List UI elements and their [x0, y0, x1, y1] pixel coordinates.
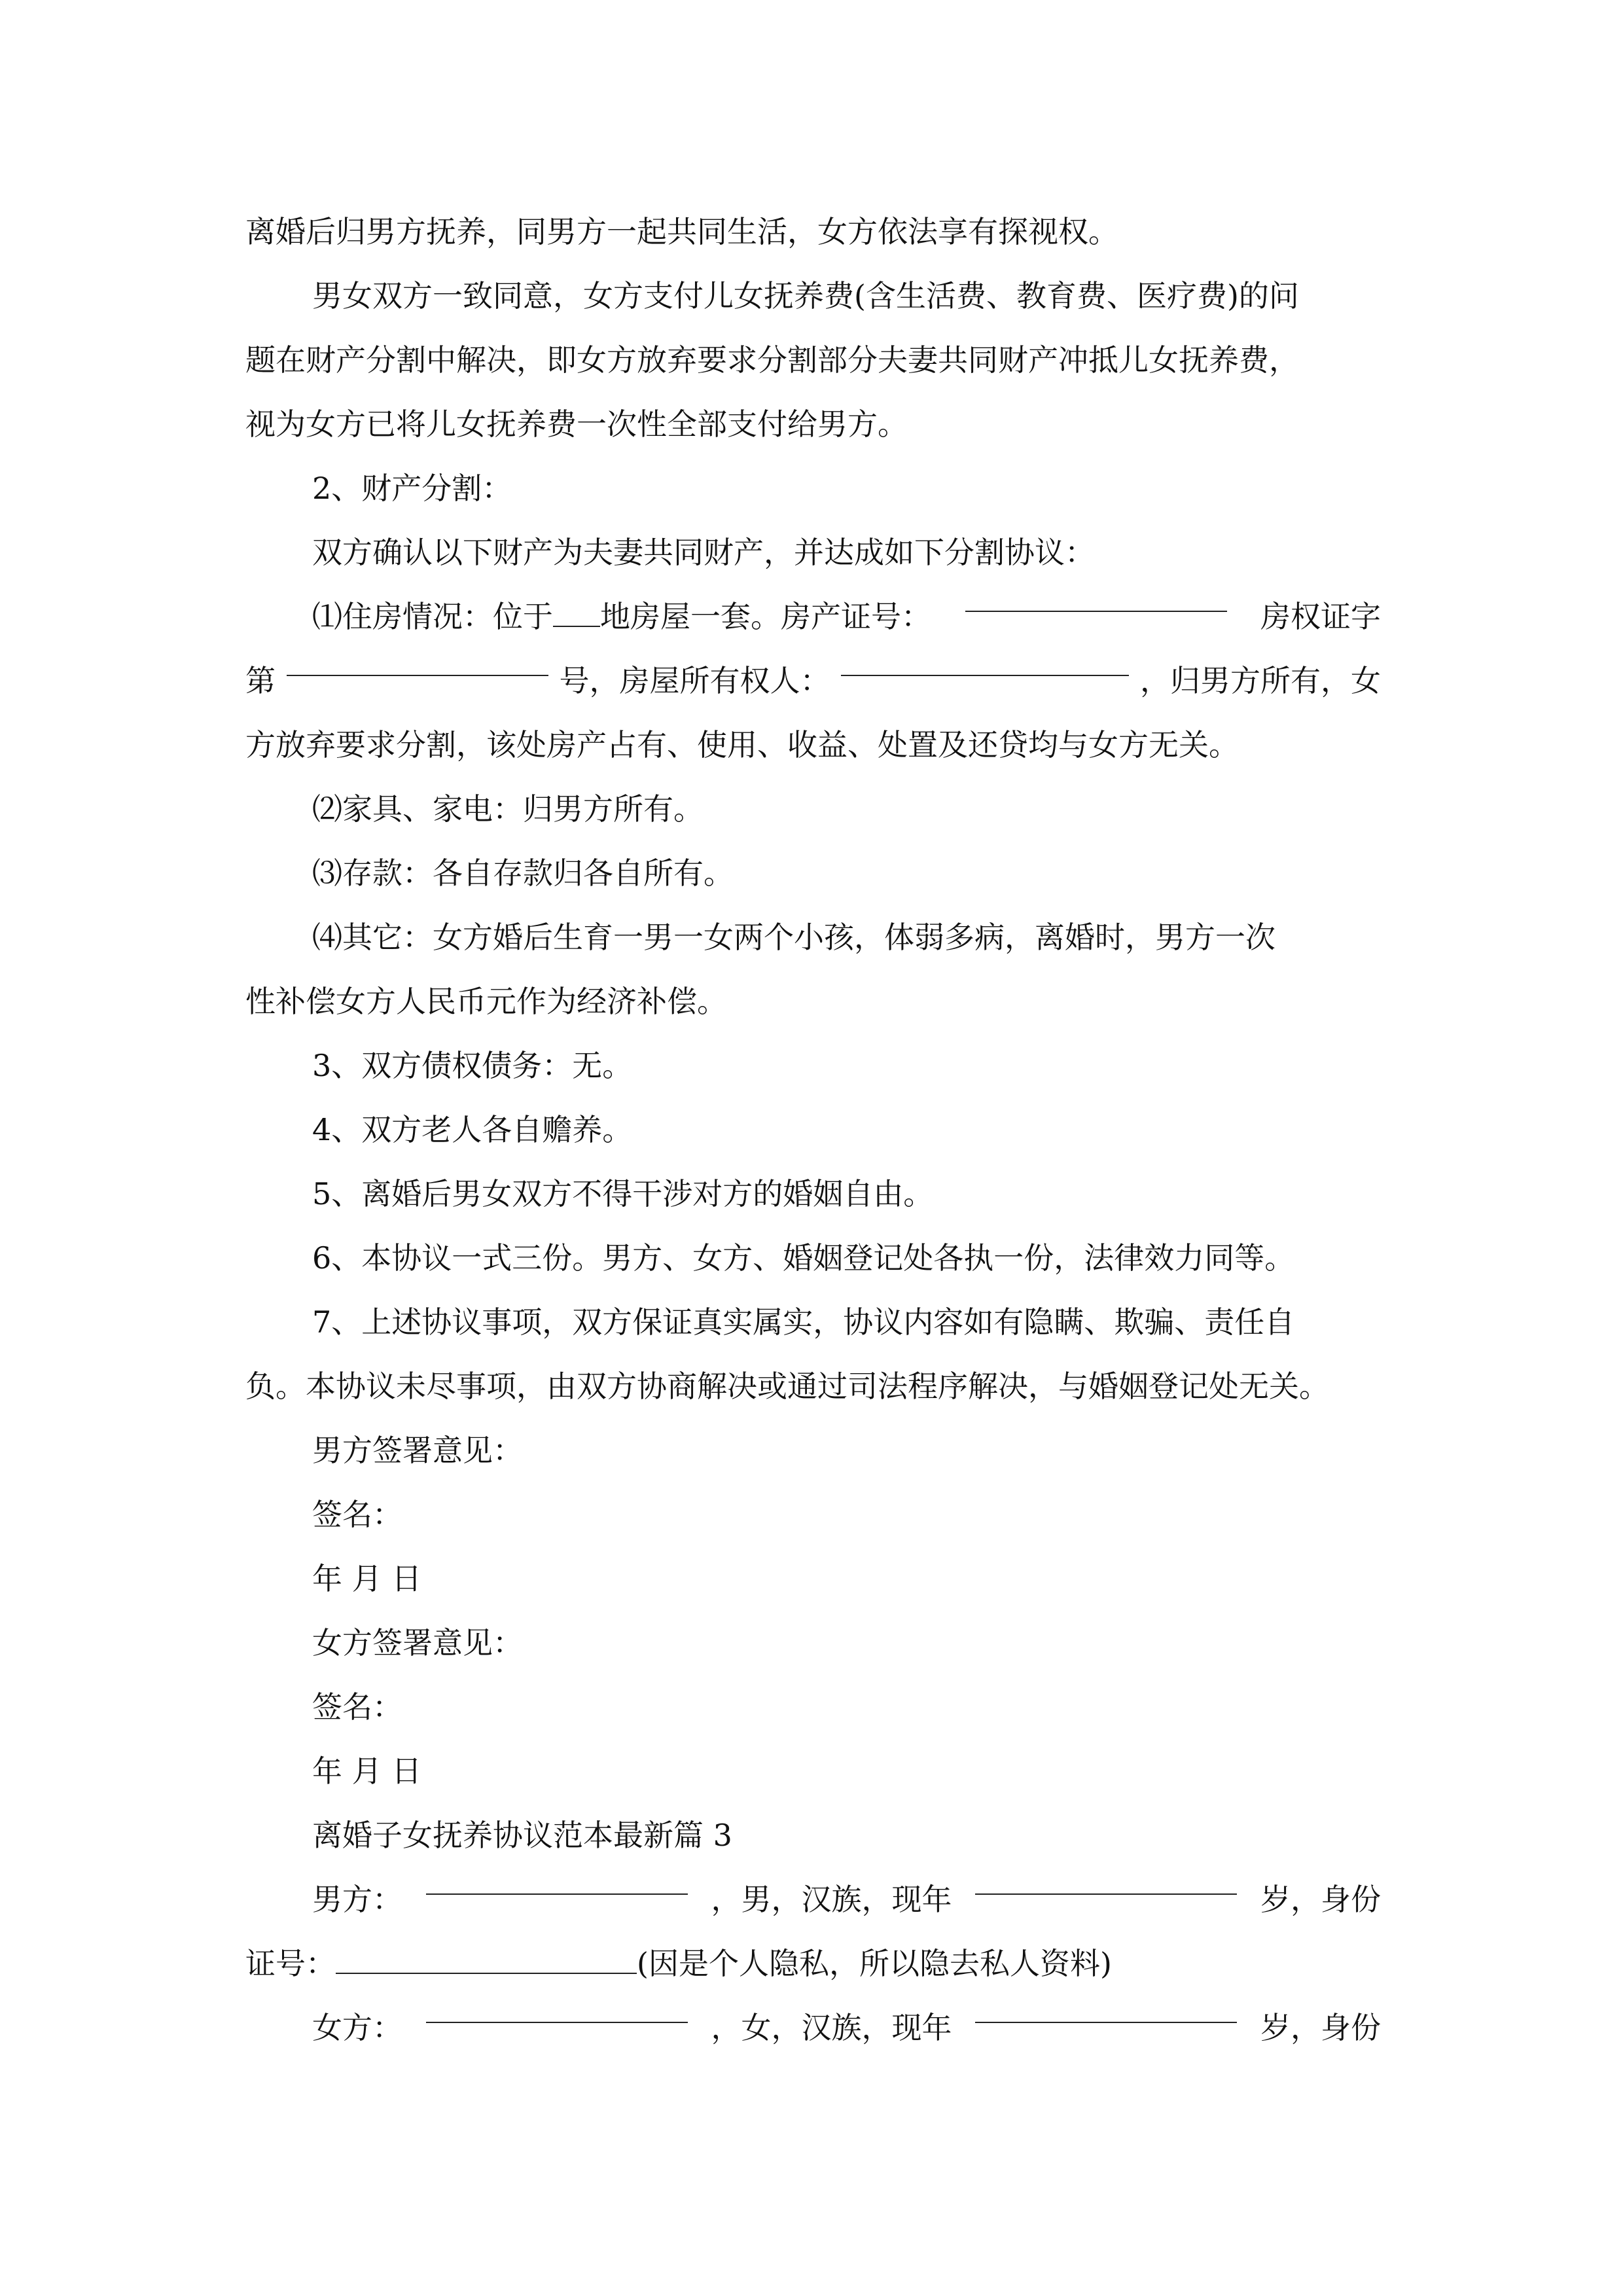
- male-signature-opinion: 男方签署意见：: [312, 1433, 523, 1468]
- text-line: 视为女方已将儿女抚养费一次性全部支付给男方。: [245, 406, 908, 442]
- female-signature-date: 年 月 日: [312, 1753, 422, 1789]
- female-info: ，女，汉族，现年: [711, 2010, 952, 2045]
- text-line: 双方确认以下财产为夫妻共同财产，并达成如下分割协议：: [312, 535, 1095, 570]
- text-line: 负。本协议未尽事项，由双方协商解决或通过司法程序解决，与婚姻登记处无关。: [245, 1369, 1329, 1404]
- section-heading: 2、财产分割：: [312, 471, 512, 506]
- document-body: [245, 200, 1381, 2060]
- text-line: ⑷其它：女方婚后生育一男一女两个小孩，体弱多病，离婚时，男方一次: [312, 920, 1275, 955]
- housing-line-2: [245, 649, 1381, 713]
- housing-line-1: [245, 584, 1381, 649]
- male-party-line: [245, 1867, 1381, 1931]
- text-line: 离婚后归男方抚养，同男方一起共同生活，女方依法享有探视权。: [245, 214, 1118, 249]
- privacy-note: (因是个人隐私，所以隐去私人资料): [637, 1946, 1112, 1981]
- text-line: 5、离婚后男女双方不得干涉对方的婚姻自由。: [312, 1176, 934, 1211]
- male-name-blank[interactable]: [426, 1867, 688, 1895]
- male-id-line: [245, 1931, 1381, 1996]
- housing-location-label: ⑴住房情况：位于: [312, 599, 553, 634]
- location-blank[interactable]: [553, 600, 600, 627]
- male-label: 男方：: [312, 1882, 402, 1917]
- cert-number-label: 地房屋一套。房产证号：: [600, 599, 931, 634]
- female-name-blank[interactable]: [426, 1996, 688, 2023]
- id-number-label: 证号：: [245, 1946, 336, 1981]
- female-party-line: [245, 1996, 1381, 2060]
- male-id-label: 岁，身份: [1260, 1882, 1381, 1917]
- text-line: ⑵家具、家电：归男方所有。: [312, 791, 704, 827]
- male-id-blank[interactable]: [336, 1946, 637, 1974]
- owner-suffix: ，归男方所有，女: [1140, 663, 1381, 698]
- female-id-label: 岁，身份: [1260, 2010, 1381, 2045]
- cert-word-label: 房权证字: [1260, 599, 1381, 634]
- text-line: 3、双方债权债务：无。: [312, 1048, 633, 1083]
- female-signature-opinion: 女方签署意见：: [312, 1625, 523, 1660]
- male-signature-label: 签名：: [312, 1497, 402, 1532]
- male-info: ，男，汉族，现年: [711, 1882, 952, 1917]
- text-line: 6、本协议一式三份。男方、女方、婚姻登记处各执一份，法律效力同等。: [312, 1240, 1295, 1276]
- male-signature-date: 年 月 日: [312, 1561, 422, 1596]
- text-line: 7、上述协议事项，双方保证真实属实，协议内容如有隐瞒、欺骗、责任自: [312, 1304, 1295, 1340]
- text-line: 4、双方老人各自赡养。: [312, 1112, 633, 1147]
- section-title: 离婚子女抚养协议范本最新篇 3: [312, 1818, 732, 1853]
- text-line: 男女双方一致同意，女方支付儿女抚养费(含生活费、教育费、医疗费)的问: [312, 278, 1299, 314]
- cert-serial-blank[interactable]: [287, 649, 548, 676]
- male-age-blank[interactable]: [975, 1867, 1237, 1895]
- owner-blank[interactable]: [841, 649, 1129, 676]
- text-line: 题在财产分割中解决，即女方放弃要求分割部分夫妻共同财产冲抵儿女抚养费，: [245, 342, 1299, 378]
- owner-label: 号，房屋所有权人：: [559, 663, 830, 698]
- cert-di-label: 第: [245, 663, 276, 698]
- female-signature-label: 签名：: [312, 1689, 402, 1725]
- text-line: 性补偿女方人民币元作为经济补偿。: [245, 984, 727, 1019]
- housing-prefix: [312, 584, 931, 649]
- text-line: 方放弃要求分割，该处房产占有、使用、收益、处置及还贷均与女方无关。: [245, 727, 1239, 762]
- female-label: 女方：: [312, 2010, 402, 2045]
- female-age-blank[interactable]: [975, 1996, 1237, 2023]
- cert-number-blank[interactable]: [965, 584, 1227, 612]
- text-line: ⑶存款：各自存款归各自所有。: [312, 855, 734, 891]
